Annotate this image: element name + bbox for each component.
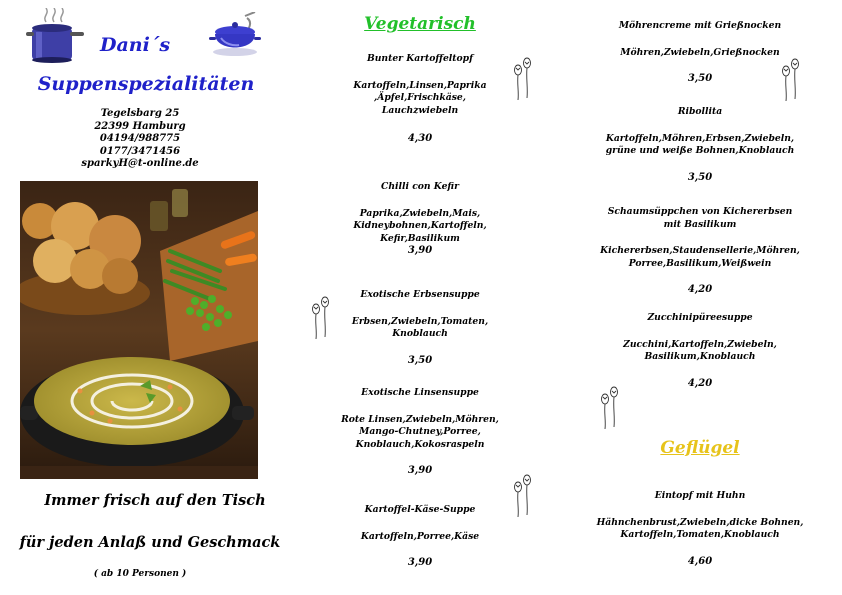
dish-ingredients-line: grüne und weiße Bohnen,Knoblauch bbox=[605, 145, 795, 156]
dish-item bbox=[590, 206, 810, 297]
spoons-icon bbox=[511, 473, 535, 519]
dish-ingredients-line: Kartoffeln,Möhren,Erbsen,Zwiebeln, bbox=[605, 132, 795, 144]
dish-item bbox=[310, 181, 530, 258]
dish-ingredients-line: Kidneybohnen,Kartoffeln, bbox=[353, 220, 487, 231]
dish-title: Bunter Kartoffeltopf bbox=[366, 53, 474, 64]
section-heading-gefluegel: Geflügel bbox=[660, 438, 740, 458]
dish-ingredients bbox=[310, 531, 530, 544]
dish-price: 3,90 bbox=[407, 557, 433, 568]
dish-ingredients-line: Kartoffeln,Porree,Käse bbox=[360, 530, 480, 542]
dish-item bbox=[590, 20, 810, 86]
dish-title: Zucchinipüreesuppe bbox=[647, 312, 753, 323]
section-heading-vegetarisch: Vegetarisch bbox=[364, 14, 476, 34]
dish-ingredients-line: Kartoffeln,Tomaten,Knoblauch bbox=[620, 529, 780, 540]
address-street: Tegelsbarg 25 bbox=[100, 108, 180, 119]
brand-subtitle: Suppenspezialitäten bbox=[37, 73, 255, 95]
dish-title: Ribollita bbox=[677, 106, 723, 117]
dish-ingredients bbox=[590, 47, 810, 60]
dish-ingredients bbox=[590, 245, 810, 270]
dish-title: Chilli con Kefir bbox=[381, 181, 459, 192]
dish-price: 3,90 bbox=[407, 465, 433, 476]
dish-ingredients-line: Kefir,Basilikum bbox=[380, 232, 460, 244]
dish-item bbox=[310, 387, 530, 478]
dish-ingredients-line: Basilikum,Knoblauch bbox=[644, 351, 756, 362]
dish-ingredients bbox=[310, 208, 530, 246]
dish-price: 4,20 bbox=[687, 284, 713, 295]
dish-ingredients-line: Kartoffeln,Linsen,Paprika bbox=[353, 79, 487, 91]
dish-ingredients-line: Porree,Basilikum,Weißwein bbox=[628, 257, 772, 269]
dish-title: Exotische Linsensuppe bbox=[361, 387, 479, 398]
dish-price: 3,50 bbox=[407, 354, 433, 366]
dish-title: Schaumsüppchen von Kichererbsen bbox=[607, 206, 793, 217]
dish-ingredients bbox=[590, 517, 810, 542]
dish-item bbox=[590, 106, 810, 184]
soup-pot-icon bbox=[24, 8, 86, 64]
dish-ingredients-line: Kichererbsen,Staudensellerie,Möhren, bbox=[600, 245, 800, 256]
dish-price: 3,50 bbox=[687, 73, 713, 84]
address-block bbox=[60, 108, 220, 171]
dish-ingredients bbox=[590, 339, 810, 364]
pea-soup-photo bbox=[20, 181, 258, 479]
group-size-note: ( ab 10 Personen ) bbox=[93, 569, 187, 579]
dish-price: 3,90 bbox=[407, 245, 433, 256]
dish-price: 4,30 bbox=[407, 133, 433, 144]
spoons-icon bbox=[511, 56, 535, 102]
dish-title-line2: mit Basilikum bbox=[663, 218, 737, 230]
dish-ingredients bbox=[310, 414, 530, 452]
dish-title: Kartoffel-Käse-Suppe bbox=[364, 504, 476, 515]
address-phone: 04194/988775 bbox=[99, 133, 181, 144]
dish-ingredients bbox=[310, 316, 530, 341]
dish-price: 3,50 bbox=[687, 171, 713, 183]
tagline-occasion: für jeden Anlaß und Geschmack bbox=[19, 534, 281, 551]
dish-price: 4,20 bbox=[687, 377, 713, 389]
address-city: 22399 Hamburg bbox=[94, 120, 186, 132]
dish-price: 4,60 bbox=[687, 555, 713, 567]
dish-item bbox=[590, 490, 810, 568]
dish-item bbox=[310, 504, 530, 570]
dish-ingredients-line: Möhren,Zwiebeln,Grießnocken bbox=[620, 46, 780, 58]
dish-ingredients bbox=[590, 133, 810, 158]
menu-column-middle bbox=[310, 0, 530, 595]
dish-ingredients-line: Paprika,Zwiebeln,Mais, bbox=[359, 207, 481, 219]
dish-ingredients-line: Hähnchenbrust,Zwiebeln,dicke Bohnen, bbox=[596, 516, 804, 528]
dish-item bbox=[590, 312, 810, 390]
dish-item bbox=[310, 289, 530, 367]
spoons-icon bbox=[309, 295, 333, 341]
dish-item bbox=[310, 53, 530, 146]
dish-ingredients-line: Zucchini,Kartoffeln,Zwiebeln, bbox=[623, 338, 777, 350]
dish-title: Exotische Erbsensuppe bbox=[360, 289, 480, 300]
tagline-fresh: Immer frisch auf den Tisch bbox=[44, 492, 266, 509]
soup-tureen-icon bbox=[205, 12, 267, 60]
menu-column-right bbox=[590, 0, 810, 595]
dish-ingredients-line: Mango-Chutney,Porree, bbox=[359, 426, 481, 437]
brand-name: Dani´s bbox=[100, 34, 171, 56]
dish-ingredients-line: Lauchzwiebeln bbox=[381, 104, 459, 116]
dish-ingredients bbox=[310, 80, 530, 118]
dish-ingredients-line: Erbsen,Zwiebeln,Tomaten, bbox=[351, 315, 489, 327]
address-mobile: 0177/3471456 bbox=[99, 145, 181, 157]
dish-ingredients-line: Knoblauch bbox=[392, 328, 448, 339]
address-email: sparkyH@t-online.de bbox=[81, 158, 199, 169]
dish-ingredients-line: Rote Linsen,Zwiebeln,Möhren, bbox=[341, 413, 499, 425]
dish-title: Möhrencreme mit Grießnocken bbox=[618, 20, 782, 31]
dish-ingredients-line: Knoblauch,Kokosraspeln bbox=[355, 438, 485, 450]
dish-ingredients-line: ,Äpfel,Frischkäse, bbox=[374, 92, 466, 103]
dish-title: Eintopf mit Huhn bbox=[654, 490, 746, 501]
